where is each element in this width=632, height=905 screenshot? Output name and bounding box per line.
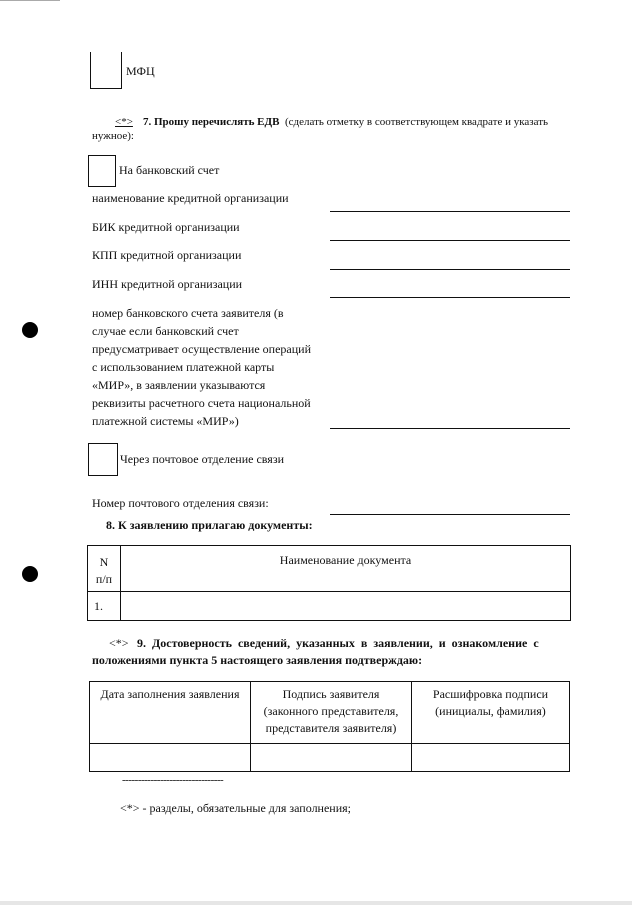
credit-org-name-label: наименование кредитной организации [92, 191, 289, 205]
account-number-label-line2: случае если банковский счет [92, 324, 239, 338]
row-name-cell[interactable] [121, 592, 571, 621]
bank-account-label: На банковский счет [119, 163, 220, 177]
mfc-checkbox[interactable] [90, 52, 122, 89]
account-number-label-line6: реквизиты расчетного счета национальной [92, 396, 311, 410]
col-n-header [88, 546, 121, 592]
section7-mark: <*> [115, 116, 133, 128]
section9-line2: положениями пункта 5 настоящего заявления подтверждаю: [92, 653, 423, 667]
post-office-number-label: Номер почтового отделения связи: [92, 496, 269, 510]
col-sign-header-line2: (законного представителя, [263, 704, 399, 718]
col-date-header-label: Дата заполнения заявления [100, 687, 240, 701]
col-decode-header-line2: (инициалы, фамилия) [435, 704, 546, 718]
col-sign-header-line3: представителя заявителя) [265, 721, 397, 735]
col-sign-header [251, 682, 412, 744]
col-n-header-line2: п/п [95, 572, 113, 586]
col-decode-header-line1: Расшифровка подписи [432, 687, 549, 701]
col-date-header [90, 682, 251, 744]
col-name-header-label: Наименование документа [279, 553, 412, 567]
kpp-field[interactable] [330, 269, 570, 270]
decode-cell[interactable] [412, 744, 570, 772]
col-name-header [121, 546, 571, 592]
account-number-label-line7: платежной системы «МИР») [92, 414, 239, 428]
footnote-text: <*> - разделы, обязательные для заполнения; [120, 801, 352, 815]
table-row [88, 592, 571, 621]
footnote-separator: -------------------------------- [122, 774, 224, 786]
section7-title: 7. Прошу перечислять ЕДВ [143, 116, 280, 128]
signature-table [89, 681, 570, 772]
scan-bottom-edge [0, 901, 632, 905]
signature-table-header [90, 682, 570, 744]
signature-cell[interactable] [251, 744, 412, 772]
account-number-label-line5: «МИР», в заявлении указываются [92, 378, 266, 392]
inn-label: ИНН кредитной организации [92, 277, 243, 291]
post-office-label: Через почтовое отделение связи [120, 452, 284, 466]
col-decode-header [412, 682, 570, 744]
section9-mark: <*> [109, 636, 129, 650]
post-office-checkbox[interactable] [88, 443, 118, 476]
bik-field[interactable] [330, 240, 570, 241]
punch-hole-bottom [22, 566, 38, 582]
col-n-header-line1: N [99, 555, 109, 569]
documents-table [87, 545, 571, 621]
account-number-field[interactable] [330, 428, 570, 429]
row-n-cell [88, 592, 121, 621]
table-row [90, 744, 570, 772]
account-number-label-line1: номер банковского счета заявителя (в [92, 306, 284, 320]
credit-org-name-field[interactable] [330, 211, 570, 212]
bank-account-checkbox[interactable] [88, 155, 116, 187]
section9-line1: 9. Достоверность сведений, указанных в заявлении, и ознакомление с [137, 636, 539, 650]
col-sign-header-line1: Подпись заявителя [282, 687, 380, 701]
post-office-number-field[interactable] [330, 514, 570, 515]
account-number-label-line4: с использованием платежной карты [92, 360, 275, 374]
section8-title: 8. К заявлению прилагаю документы: [106, 518, 313, 532]
account-number-label-line3: предусматривает осуществление операций [92, 342, 311, 356]
mfc-label: МФЦ [126, 64, 155, 78]
date-cell[interactable] [90, 744, 251, 772]
punch-hole-top [22, 322, 38, 338]
kpp-label: КПП кредитной организации [92, 248, 242, 262]
row-n-value: 1. [94, 599, 103, 613]
documents-table-header [88, 546, 571, 592]
bik-label: БИК кредитной организации [92, 220, 240, 234]
scan-corner-mark [0, 0, 60, 3]
section7-note-line2: нужное): [92, 130, 134, 142]
section7-note-line1: (сделать отметку в соответствующем квадрате и указать [285, 116, 549, 128]
inn-field[interactable] [330, 297, 570, 298]
